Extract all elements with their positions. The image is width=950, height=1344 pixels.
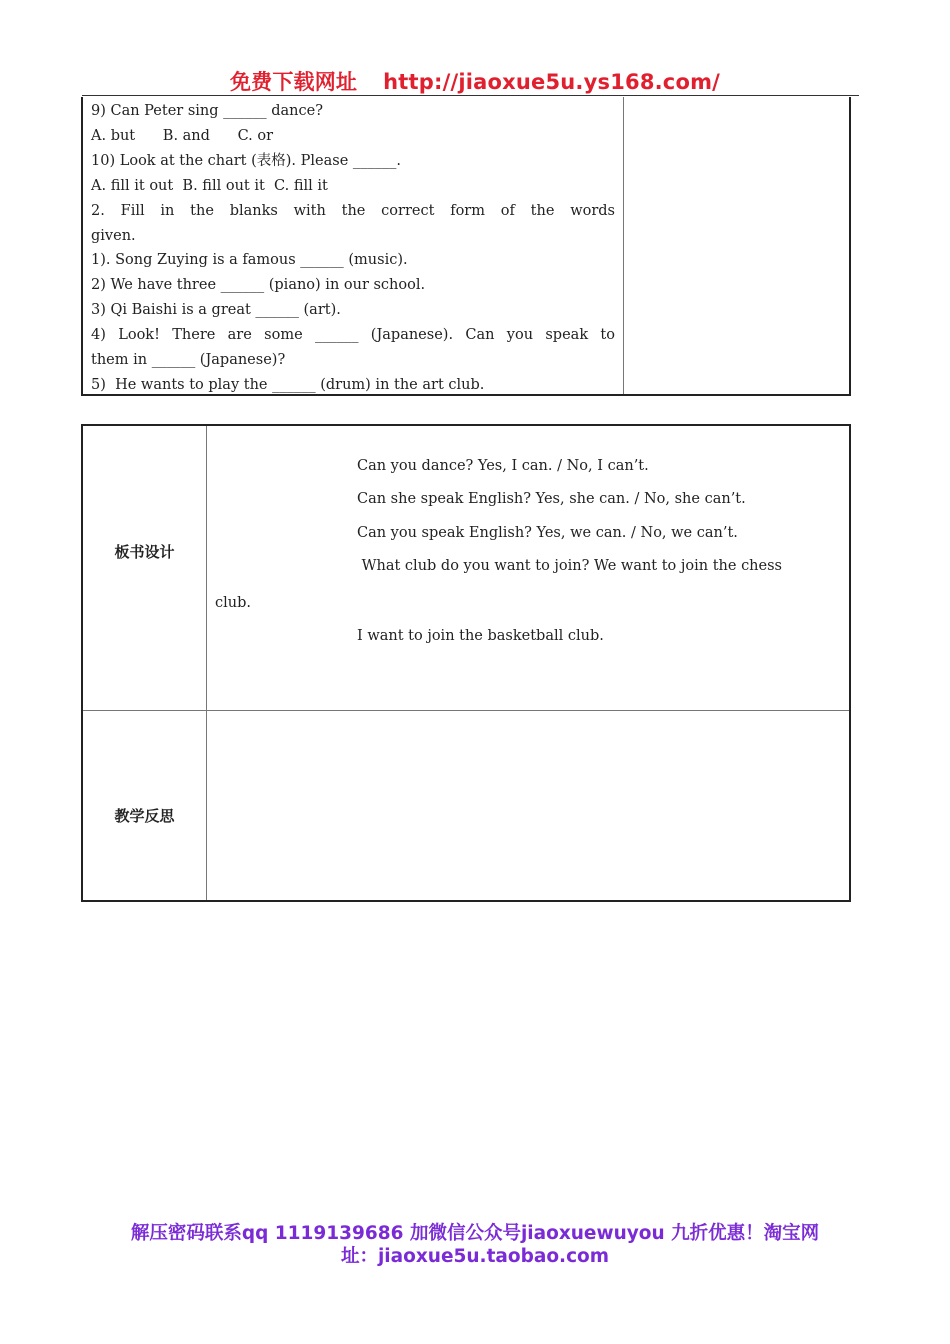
board-line: Can you speak English? Yes, we can. / No, we can’t. — [357, 525, 738, 541]
exercise-line: given. — [91, 227, 136, 244]
header-label: 免费下载网址 — [229, 70, 358, 94]
board-design-label: 板书设计 — [114, 543, 175, 561]
exercise-table — [81, 97, 851, 396]
exercise-line: 4) Look! There are some ______ (Japanese). Can you speak to — [91, 327, 615, 344]
exercise-line: A. but B. and C. or — [91, 127, 274, 144]
lesson-table — [81, 424, 851, 902]
exercise-line: A. fill it out B. fill out it C. fill it — [91, 177, 328, 194]
reflection-label: 教学反思 — [114, 807, 175, 825]
exercise-line: 10) Look at the chart (表格). Please ______. — [91, 152, 402, 169]
board-line: Can she speak English? Yes, she can. / No, she can’t. — [357, 491, 746, 507]
exercise-line: 2) We have three ______ (piano) in our school. — [91, 277, 426, 294]
exercise-line: them in ______ (Japanese)? — [91, 352, 286, 369]
board-line: Can you dance? Yes, I can. / No, I can’t. — [357, 458, 649, 474]
exercise-line: 2. Fill in the blanks with the correct form of the words — [91, 202, 615, 219]
header-rule — [82, 95, 859, 96]
column-divider — [206, 426, 207, 900]
exercise-line: 9) Can Peter sing ______ dance? — [91, 103, 323, 119]
footer-line-2: 址：jiaoxue5u.taobao.com — [340, 1246, 610, 1267]
exercise-line: 1). Song Zuying is a famous ______ (music). — [91, 252, 408, 269]
board-line: club. — [215, 595, 251, 611]
footer-line-1: 解压密码联系qq 1119139686 加微信公众号jiaoxuewuyou 九折优惠！淘宝网 — [130, 1223, 820, 1244]
column-divider — [623, 97, 624, 394]
board-line: What club do you want to join? We want to join the chess — [357, 558, 782, 574]
row-divider — [83, 710, 849, 711]
header-url[interactable]: http://jiaoxue5u.ys168.com/ — [383, 70, 721, 94]
exercise-cell — [91, 99, 615, 398]
exercise-line: 5) He wants to play the ______ (drum) in the art club. — [91, 376, 485, 393]
exercise-line: 3) Qi Baishi is a great ______ (art). — [91, 302, 341, 319]
board-line: I want to join the basketball club. — [357, 628, 604, 644]
download-header — [0, 66, 950, 96]
